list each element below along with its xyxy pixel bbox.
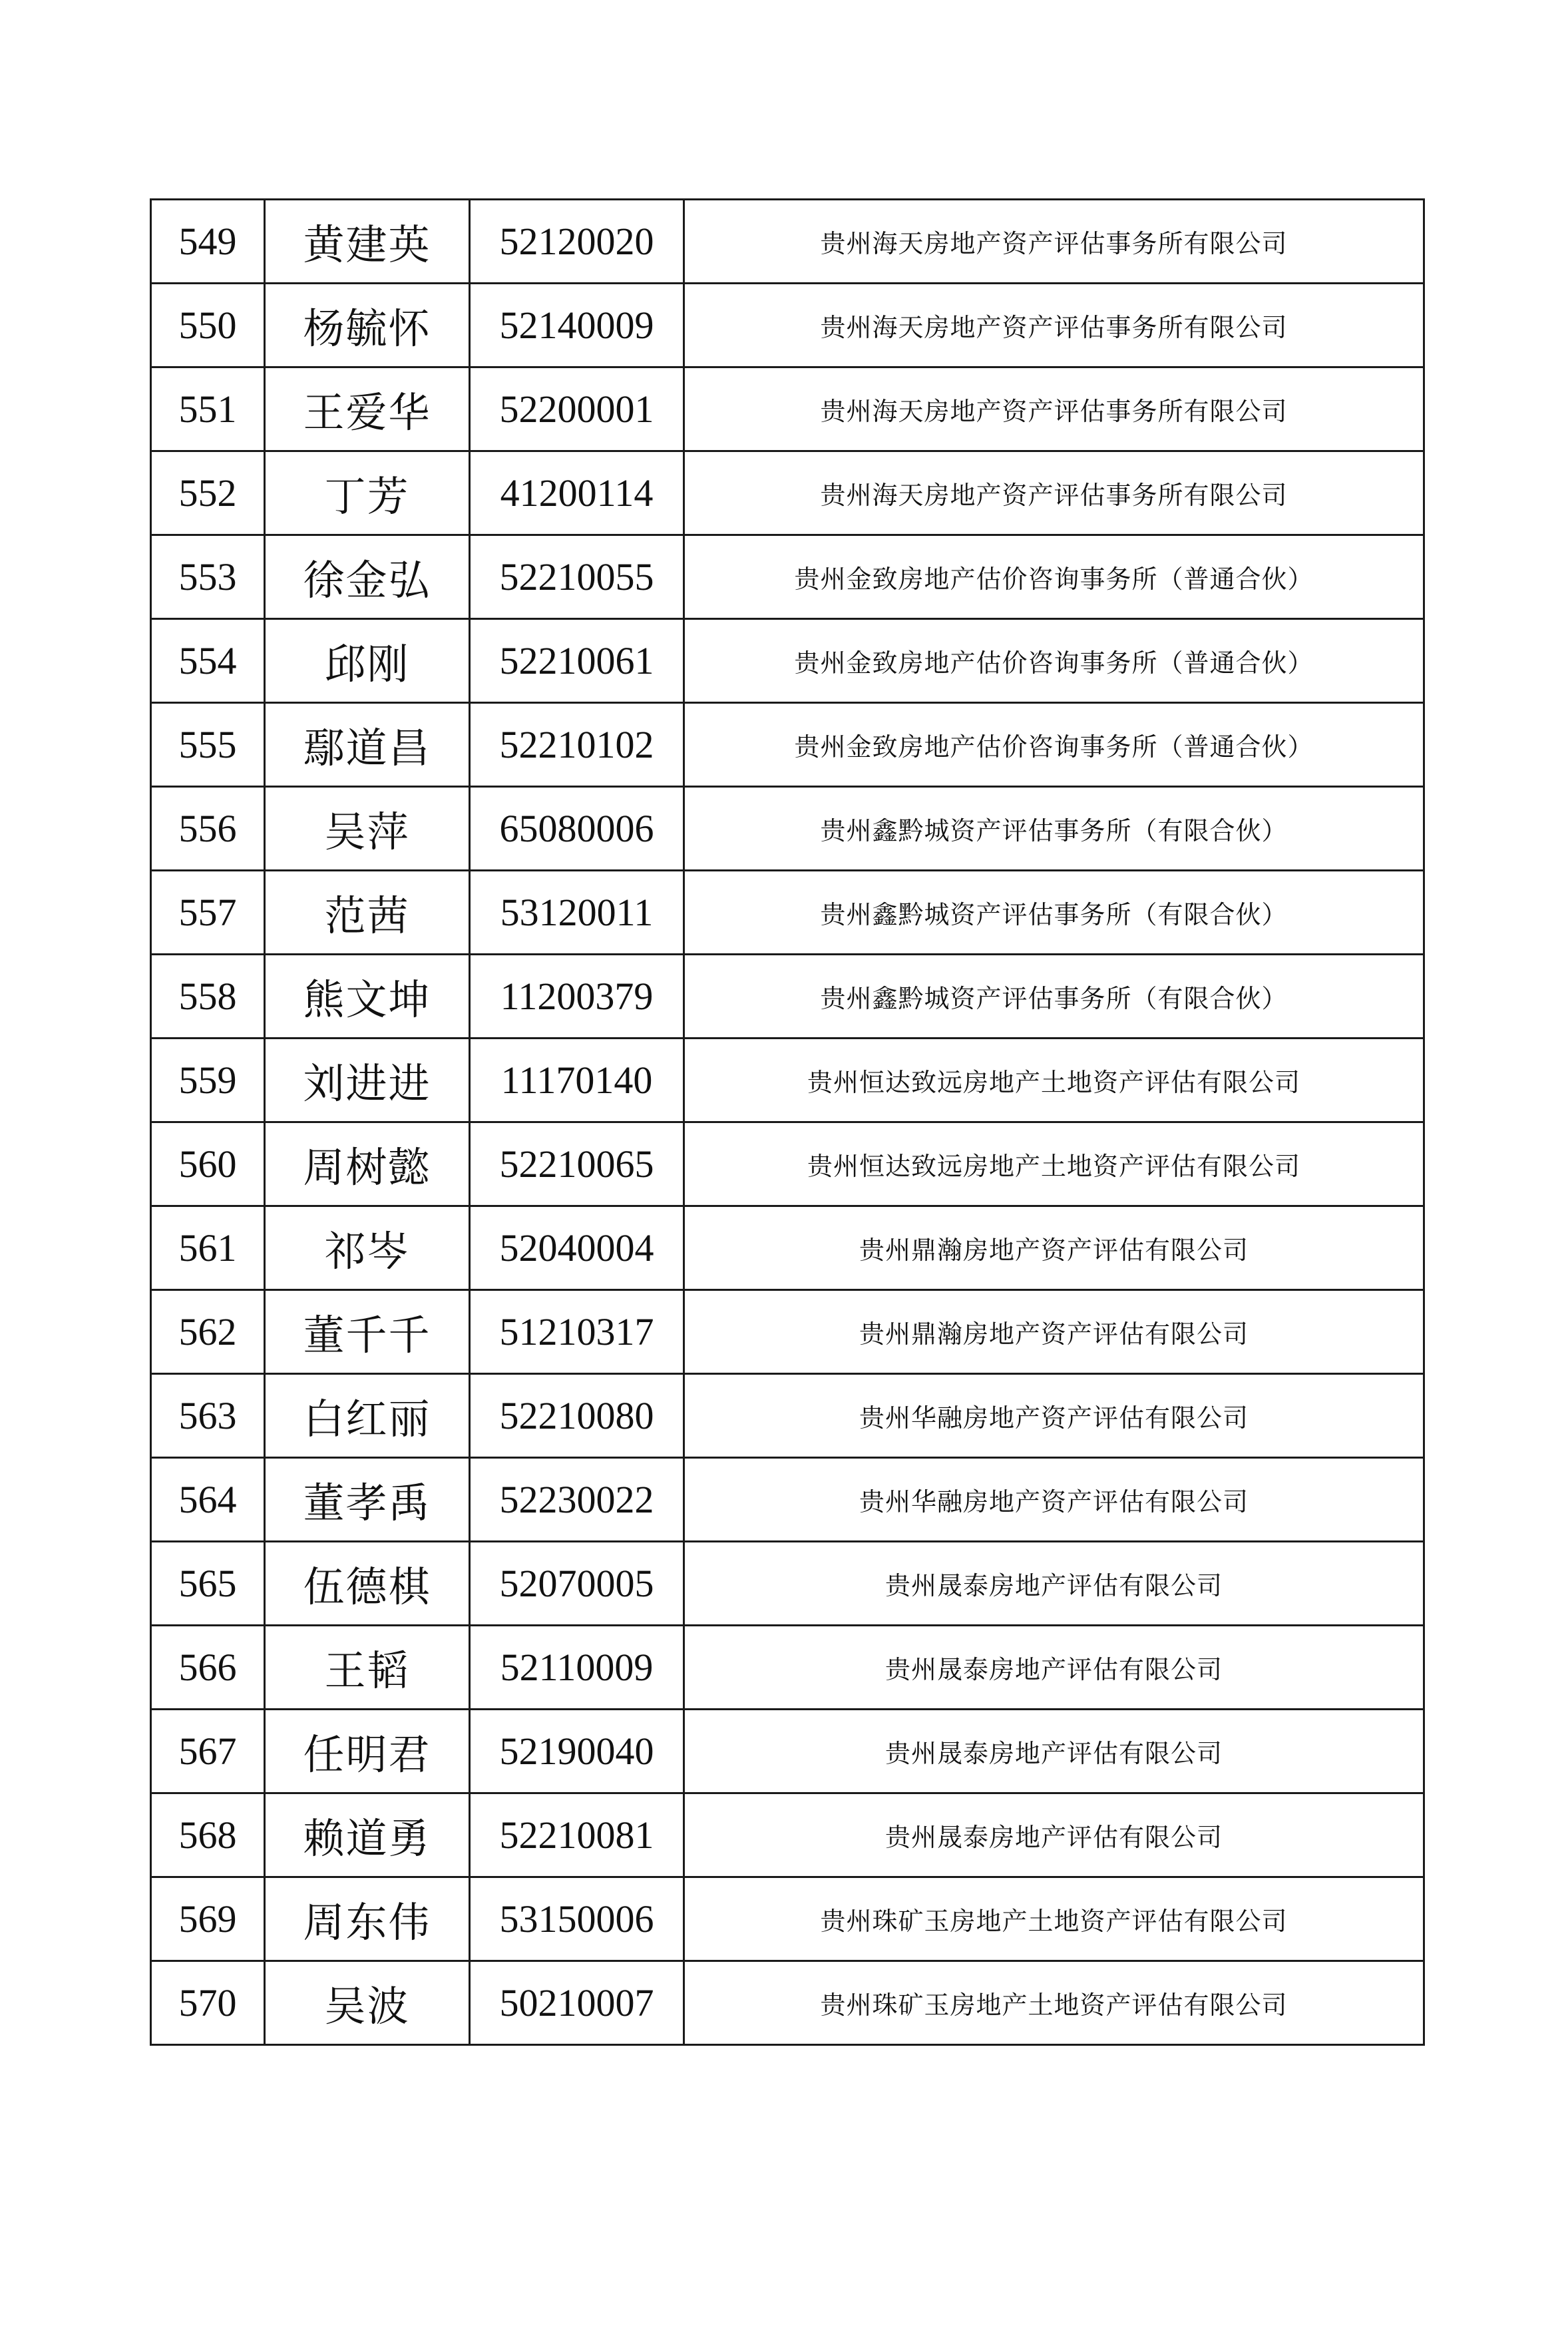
- registration-number-cell: 52200001: [470, 367, 684, 451]
- seq-number-cell: 558: [151, 955, 265, 1039]
- seq-number-cell: 552: [151, 451, 265, 535]
- table-row: [151, 787, 1424, 871]
- table-row: [151, 871, 1424, 955]
- registration-number-cell: 52140009: [470, 284, 684, 367]
- organization-name-cell: 贵州恒达致远房地产土地资产评估有限公司: [684, 1122, 1424, 1206]
- seq-number-cell: 567: [151, 1710, 265, 1793]
- table-row: [151, 1710, 1424, 1793]
- organization-name-cell: 贵州海天房地产资产评估事务所有限公司: [684, 284, 1424, 367]
- seq-number-cell: 557: [151, 871, 265, 955]
- person-name-cell: 徐金弘: [265, 535, 470, 619]
- person-name-cell: 刘进进: [265, 1039, 470, 1122]
- organization-name-cell: 贵州华融房地产资产评估有限公司: [684, 1458, 1424, 1542]
- seq-number-cell: 566: [151, 1626, 265, 1710]
- registration-number-cell: 52210055: [470, 535, 684, 619]
- registration-number-cell: 52210081: [470, 1793, 684, 1877]
- organization-name-cell: 贵州华融房地产资产评估有限公司: [684, 1374, 1424, 1458]
- registration-number-cell: 52210102: [470, 703, 684, 787]
- person-name-cell: 任明君: [265, 1710, 470, 1793]
- organization-name-cell: 贵州珠矿玉房地产土地资产评估有限公司: [684, 1877, 1424, 1961]
- seq-number-cell: 556: [151, 787, 265, 871]
- person-name-cell: 鄢道昌: [265, 703, 470, 787]
- organization-name-cell: 贵州恒达致远房地产土地资产评估有限公司: [684, 1039, 1424, 1122]
- seq-number-cell: 568: [151, 1793, 265, 1877]
- table-row: [151, 1458, 1424, 1542]
- organization-name-cell: 贵州鑫黔城资产评估事务所（有限合伙）: [684, 787, 1424, 871]
- seq-number-cell: 564: [151, 1458, 265, 1542]
- seq-number-cell: 550: [151, 284, 265, 367]
- seq-number-cell: 569: [151, 1877, 265, 1961]
- organization-name-cell: 贵州鼎瀚房地产资产评估有限公司: [684, 1290, 1424, 1374]
- registry-table: [150, 198, 1425, 2046]
- seq-number-cell: 559: [151, 1039, 265, 1122]
- registration-number-cell: 41200114: [470, 451, 684, 535]
- seq-number-cell: 553: [151, 535, 265, 619]
- registration-number-cell: 52190040: [470, 1710, 684, 1793]
- registration-number-cell: 52040004: [470, 1206, 684, 1290]
- table-row: [151, 619, 1424, 703]
- organization-name-cell: 贵州鼎瀚房地产资产评估有限公司: [684, 1206, 1424, 1290]
- registration-number-cell: 52210065: [470, 1122, 684, 1206]
- person-name-cell: 黄建英: [265, 200, 470, 284]
- person-name-cell: 赖道勇: [265, 1793, 470, 1877]
- person-name-cell: 王韬: [265, 1626, 470, 1710]
- organization-name-cell: 贵州鑫黔城资产评估事务所（有限合伙）: [684, 955, 1424, 1039]
- table-row: [151, 367, 1424, 451]
- organization-name-cell: 贵州珠矿玉房地产土地资产评估有限公司: [684, 1961, 1424, 2045]
- person-name-cell: 邱刚: [265, 619, 470, 703]
- registration-number-cell: 53150006: [470, 1877, 684, 1961]
- person-name-cell: 吴萍: [265, 787, 470, 871]
- organization-name-cell: 贵州海天房地产资产评估事务所有限公司: [684, 367, 1424, 451]
- person-name-cell: 吴波: [265, 1961, 470, 2045]
- seq-number-cell: 563: [151, 1374, 265, 1458]
- person-name-cell: 范茜: [265, 871, 470, 955]
- registration-number-cell: 52070005: [470, 1542, 684, 1626]
- table-row: [151, 955, 1424, 1039]
- registration-number-cell: 52210080: [470, 1374, 684, 1458]
- table-row: [151, 1877, 1424, 1961]
- person-name-cell: 熊文坤: [265, 955, 470, 1039]
- organization-name-cell: 贵州晟泰房地产评估有限公司: [684, 1793, 1424, 1877]
- table-row: [151, 451, 1424, 535]
- registration-number-cell: 52110009: [470, 1626, 684, 1710]
- person-name-cell: 周东伟: [265, 1877, 470, 1961]
- table-row: [151, 1626, 1424, 1710]
- person-name-cell: 伍德棋: [265, 1542, 470, 1626]
- organization-name-cell: 贵州海天房地产资产评估事务所有限公司: [684, 451, 1424, 535]
- person-name-cell: 董孝禹: [265, 1458, 470, 1542]
- table-row: [151, 1290, 1424, 1374]
- table-row: [151, 1542, 1424, 1626]
- organization-name-cell: 贵州金致房地产估价咨询事务所（普通合伙）: [684, 619, 1424, 703]
- registration-number-cell: 52210061: [470, 619, 684, 703]
- organization-name-cell: 贵州海天房地产资产评估事务所有限公司: [684, 200, 1424, 284]
- organization-name-cell: 贵州鑫黔城资产评估事务所（有限合伙）: [684, 871, 1424, 955]
- table-row: [151, 1039, 1424, 1122]
- registration-number-cell: 11170140: [470, 1039, 684, 1122]
- seq-number-cell: 560: [151, 1122, 265, 1206]
- organization-name-cell: 贵州晟泰房地产评估有限公司: [684, 1710, 1424, 1793]
- seq-number-cell: 555: [151, 703, 265, 787]
- seq-number-cell: 551: [151, 367, 265, 451]
- table-row: [151, 284, 1424, 367]
- person-name-cell: 祁岑: [265, 1206, 470, 1290]
- person-name-cell: 周树懿: [265, 1122, 470, 1206]
- registration-number-cell: 65080006: [470, 787, 684, 871]
- seq-number-cell: 549: [151, 200, 265, 284]
- table-row: [151, 1206, 1424, 1290]
- seq-number-cell: 565: [151, 1542, 265, 1626]
- table-row: [151, 1961, 1424, 2045]
- registration-number-cell: 52230022: [470, 1458, 684, 1542]
- person-name-cell: 董千千: [265, 1290, 470, 1374]
- organization-name-cell: 贵州晟泰房地产评估有限公司: [684, 1626, 1424, 1710]
- registration-number-cell: 11200379: [470, 955, 684, 1039]
- registration-number-cell: 52120020: [470, 200, 684, 284]
- table-row: [151, 1374, 1424, 1458]
- person-name-cell: 丁芳: [265, 451, 470, 535]
- seq-number-cell: 554: [151, 619, 265, 703]
- seq-number-cell: 570: [151, 1961, 265, 2045]
- table-row: [151, 703, 1424, 787]
- organization-name-cell: 贵州金致房地产估价咨询事务所（普通合伙）: [684, 703, 1424, 787]
- organization-name-cell: 贵州金致房地产估价咨询事务所（普通合伙）: [684, 535, 1424, 619]
- registration-number-cell: 50210007: [470, 1961, 684, 2045]
- person-name-cell: 王爱华: [265, 367, 470, 451]
- seq-number-cell: 561: [151, 1206, 265, 1290]
- registry-body: [151, 200, 1424, 2045]
- table-row: [151, 1122, 1424, 1206]
- seq-number-cell: 562: [151, 1290, 265, 1374]
- table-row: [151, 535, 1424, 619]
- person-name-cell: 白红丽: [265, 1374, 470, 1458]
- table-row: [151, 1793, 1424, 1877]
- person-name-cell: 杨毓怀: [265, 284, 470, 367]
- organization-name-cell: 贵州晟泰房地产评估有限公司: [684, 1542, 1424, 1626]
- table-row: [151, 200, 1424, 284]
- registration-number-cell: 51210317: [470, 1290, 684, 1374]
- registration-number-cell: 53120011: [470, 871, 684, 955]
